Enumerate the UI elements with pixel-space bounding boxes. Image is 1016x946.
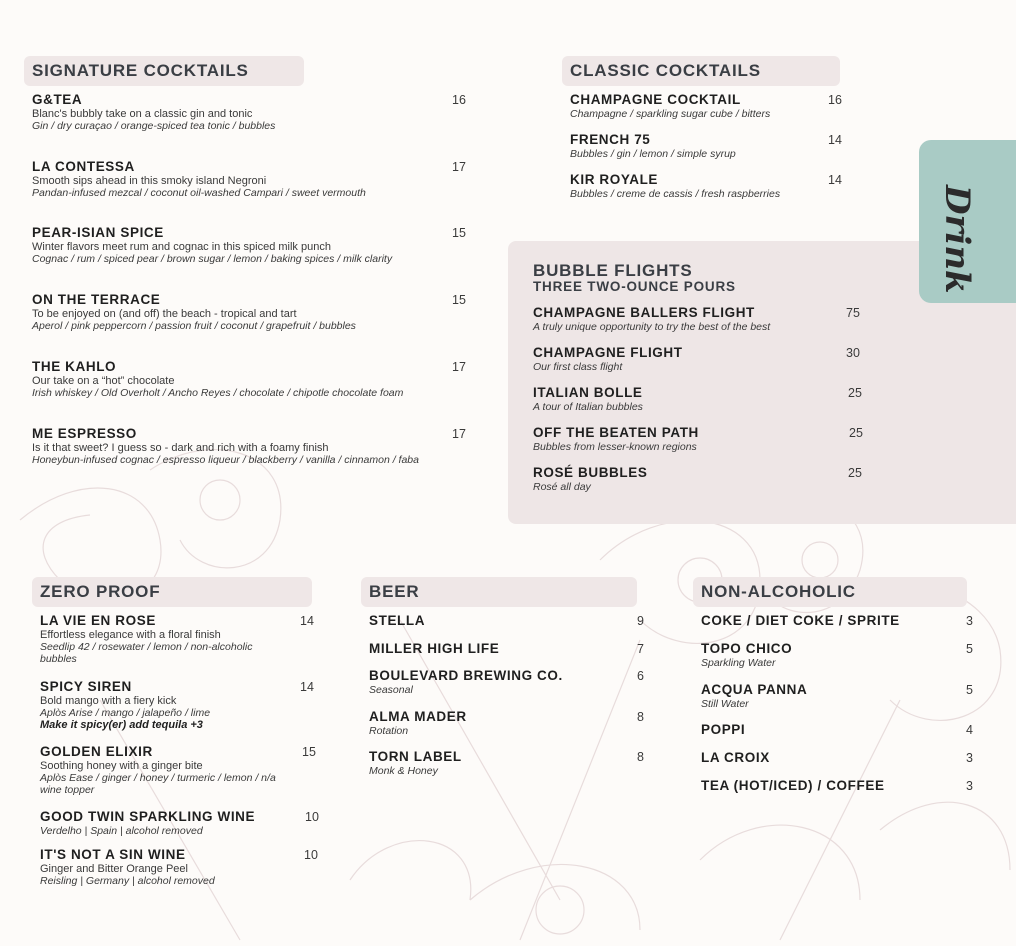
bubble-flights-header	[533, 262, 736, 294]
menu-item	[369, 641, 619, 657]
menu-item	[369, 668, 619, 696]
item-ingredients: Aplòs Ease / ginger / honey / turmeric / lemon / n/a wine topper	[40, 772, 276, 796]
item-price: 4	[966, 723, 973, 737]
item-price: 17	[452, 160, 466, 174]
item-price: 16	[828, 93, 842, 107]
item-ingredients: Honeybun-infused cognac / espresso liqueur / blackberry / vanilla / cinnamon / faba	[32, 454, 419, 466]
item-name: CHAMPAGNE BALLERS FLIGHT	[533, 305, 755, 320]
item-name: SPICY SIREN	[40, 679, 132, 694]
item-name: ACQUA PANNA	[701, 682, 808, 697]
item-price: 7	[637, 642, 644, 656]
menu-item	[40, 679, 295, 732]
item-name: IT'S NOT A SIN WINE	[40, 847, 186, 862]
item-ingredients: Rosé all day	[533, 481, 591, 493]
item-description: Winter flavors meet rum and cognac in this spiced milk punch	[32, 241, 331, 253]
item-name: PEAR-ISIAN SPICE	[32, 225, 164, 240]
menu-item	[533, 425, 833, 453]
item-ingredients: Rotation	[369, 725, 409, 737]
signature-cocktails-header: SIGNATURE COCKTAILS	[24, 56, 304, 86]
menu-item	[40, 847, 295, 887]
item-price: 75	[846, 306, 860, 320]
item-price: 14	[828, 133, 842, 147]
item-ingredients: Aplòs Arise / mango / jalapeño / lime	[40, 707, 211, 719]
item-name: THE KAHLO	[32, 359, 117, 374]
item-ingredients: Sparkling Water	[701, 657, 776, 669]
item-description: Is it that sweet? I guess so - dark and rich with a foamy finish	[32, 442, 329, 454]
menu-item	[32, 426, 472, 466]
menu-item	[570, 132, 820, 160]
item-ingredients: Verdelho | Spain | alcohol removed	[40, 825, 203, 837]
item-ingredients: Champagne / sparkling sugar cube / bitters	[570, 108, 771, 120]
menu-item	[570, 172, 820, 200]
item-ingredients: Bubbles from lesser-known regions	[533, 441, 697, 453]
item-ingredients: Monk & Honey	[369, 765, 438, 777]
item-ingredients: Seasonal	[369, 684, 413, 696]
item-name: CHAMPAGNE FLIGHT	[533, 345, 683, 360]
menu-item	[40, 613, 295, 665]
item-price: 15	[452, 293, 466, 307]
item-ingredients: A truly unique opportunity to try the best of the best	[533, 321, 771, 333]
item-name: BOULEVARD BREWING CO.	[369, 668, 563, 683]
item-ingredients: Bubbles / creme de cassis / fresh raspberries	[570, 188, 781, 200]
item-ingredients: Irish whiskey / Old Overholt / Ancho Reyes / chocolate / chipotle chocolate foam	[32, 387, 404, 399]
item-price: 25	[848, 466, 862, 480]
item-ingredients: Our first class flight	[533, 361, 623, 373]
item-name: TOPO CHICO	[701, 641, 793, 656]
item-name: LA CONTESSA	[32, 159, 135, 174]
bubble-flights-title: BUBBLE FLIGHTS	[533, 261, 693, 280]
item-ingredients: Reisling | Germany | alcohol removed	[40, 875, 215, 887]
item-price: 5	[966, 683, 973, 697]
item-ingredients: Aperol / pink peppercorn / passion fruit / coconut / grapefruit / bubbles	[32, 320, 356, 332]
bubble-flights-subtitle: THREE TWO-OUNCE POURS	[533, 279, 736, 294]
menu-item	[701, 750, 951, 766]
menu-item	[533, 465, 833, 493]
zero-proof-header: ZERO PROOF	[32, 577, 312, 607]
item-name: COKE / DIET COKE / SPRITE	[701, 613, 900, 628]
item-ingredients: Bubbles / gin / lemon / simple syrup	[570, 148, 736, 160]
menu-item	[701, 778, 951, 794]
menu-item	[40, 744, 295, 796]
item-price: 8	[637, 710, 644, 724]
item-description: Bold mango with a fiery kick	[40, 695, 177, 707]
item-ingredients: Still Water	[701, 698, 749, 710]
item-price: 17	[452, 360, 466, 374]
item-name: OFF THE BEATEN PATH	[533, 425, 699, 440]
item-price: 17	[452, 427, 466, 441]
item-name: ITALIAN BOLLE	[533, 385, 643, 400]
menu-item	[533, 385, 833, 413]
menu-item	[701, 722, 951, 738]
menu-item	[369, 749, 619, 777]
item-price: 8	[637, 750, 644, 764]
menu-item	[701, 641, 951, 669]
item-name: MILLER HIGH LIFE	[369, 641, 500, 656]
non-alcoholic-header: NON-ALCOHOLIC	[693, 577, 967, 607]
menu-item	[570, 92, 820, 120]
menu-item	[701, 613, 951, 629]
beer-header: BEER	[361, 577, 637, 607]
item-name: LA CROIX	[701, 750, 770, 765]
item-price: 16	[452, 93, 466, 107]
item-name: LA VIE EN ROSE	[40, 613, 156, 628]
item-ingredients: Cognac / rum / spiced pear / brown sugar / lemon / baking spices / milk clarity	[32, 253, 393, 265]
menu-item	[533, 345, 833, 373]
item-description: Our take on a “hot” chocolate	[32, 375, 175, 387]
menu-item	[32, 225, 472, 265]
item-name: TORN LABEL	[369, 749, 462, 764]
item-price: 25	[848, 386, 862, 400]
item-name: ALMA MADER	[369, 709, 467, 724]
item-ingredients: Seedlip 42 / rosewater / lemon / non-alcoholic bubbles	[40, 641, 253, 665]
item-price: 14	[300, 614, 314, 628]
item-name: TEA (HOT/ICED) / COFFEE	[701, 778, 885, 793]
item-ingredients: Pandan-infused mezcal / coconut oil-washed Campari / sweet vermouth	[32, 187, 366, 199]
item-price: 3	[966, 779, 973, 793]
item-price: 15	[452, 226, 466, 240]
menu-item	[32, 292, 472, 332]
menu-item	[32, 92, 472, 132]
menu-item	[533, 305, 833, 333]
item-name: GOLDEN ELIXIR	[40, 744, 153, 759]
item-price: 9	[637, 614, 644, 628]
item-price: 30	[846, 346, 860, 360]
item-name: ME ESPRESSO	[32, 426, 137, 441]
item-name: STELLA	[369, 613, 426, 628]
item-price: 5	[966, 642, 973, 656]
menu-item	[32, 159, 472, 199]
item-ingredients: A tour of Italian bubbles	[533, 401, 643, 413]
item-name: ON THE TERRACE	[32, 292, 161, 307]
item-description: Effortless elegance with a floral finish	[40, 629, 221, 641]
item-name: FRENCH 75	[570, 132, 651, 147]
item-price: 14	[828, 173, 842, 187]
menu-item	[369, 613, 619, 629]
item-note: Make it spicy(er) add tequila +3	[40, 719, 203, 731]
item-ingredients: Gin / dry curaçao / orange-spiced tea tonic / bubbles	[32, 120, 276, 132]
menu-item	[701, 682, 951, 710]
item-name: POPPI	[701, 722, 746, 737]
item-description: Ginger and Bitter Orange Peel	[40, 863, 188, 875]
item-price: 3	[966, 614, 973, 628]
item-price: 25	[849, 426, 863, 440]
item-name: KIR ROYALE	[570, 172, 659, 187]
classic-cocktails-header: CLASSIC COCKTAILS	[562, 56, 840, 86]
menu-item	[32, 359, 472, 399]
item-name: G&TEA	[32, 92, 83, 107]
item-description: To be enjoyed on (and off) the beach - tropical and tart	[32, 308, 297, 320]
item-price: 10	[305, 810, 319, 824]
item-name: GOOD TWIN SPARKLING WINE	[40, 809, 256, 824]
item-price: 14	[300, 680, 314, 694]
item-name: CHAMPAGNE COCKTAIL	[570, 92, 741, 107]
item-description: Smooth sips ahead in this smoky island Negroni	[32, 175, 267, 187]
item-description: Soothing honey with a ginger bite	[40, 760, 203, 772]
drink-tab-label[interactable]: Drink	[937, 185, 977, 294]
menu-item	[40, 809, 305, 837]
item-price: 10	[304, 848, 318, 862]
item-price: 15	[302, 745, 316, 759]
menu-item	[369, 709, 619, 737]
item-name: ROSÉ BUBBLES	[533, 465, 648, 480]
item-price: 6	[637, 669, 644, 683]
item-price: 3	[966, 751, 973, 765]
item-description: Blanc's bubbly take on a classic gin and tonic	[32, 108, 253, 120]
